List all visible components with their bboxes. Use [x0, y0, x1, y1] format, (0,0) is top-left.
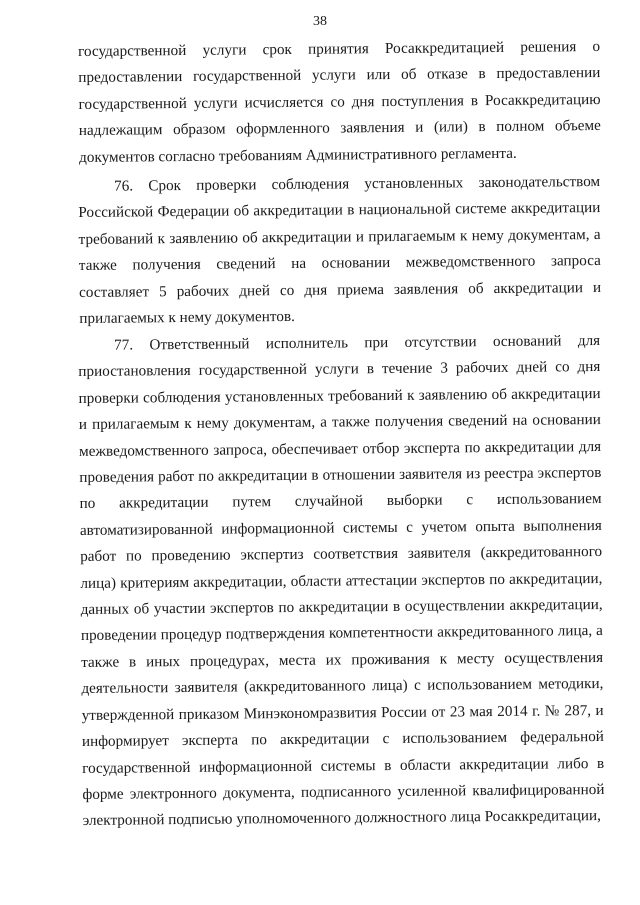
- paragraph-76: 76. Срок проверки соблюдения установленных законодательством Российской Федерации об аккредитации в национальной системе аккредитации требований к заявлению об аккредитации и прилагаемым к нему документам, а также получения сведений на основании межведомственного запроса составляет 5 рабочих дней со дня приема заявления об аккредитации и прилагаемых к нему документов.: [78, 172, 602, 328]
- paragraph-continuation-block: [78, 34, 601, 171]
- paragraph-77-block: [78, 328, 605, 835]
- paragraph-continuation: государственной услуги срок принятия Росаккредитацией решения о предоставлении государственной услуги или об отказе в предоставлении государственной услуги исчисляется со дня поступления в Росаккредитацию надлежащим образом оформленного заявления и (или) в полном объеме документов согласно требованиям Административного регламента.: [78, 37, 601, 166]
- paragraph-76-block: [78, 169, 601, 332]
- paragraph-77: 77. Ответственный исполнитель при отсутствии оснований для приостановления государственной услуги в течение 3 рабочих дней со дня проверки соблюдения установленных требований к заявлению об аккредитации и прилагаемым к нему документам, а также получения сведений на основании межведомственного запроса, обеспечивает отбор эксперта по аккредитации для проведения работ по аккредитации в отношении заявителя из реестра экспертов по аккредитации путем случайной выборки с использованием автоматизированной информационной системы с учетом опыта выполнения работ по проведению экспертиз соответствия заявителя (аккредитованного лица) критериям аккредитации, области аттестации экспертов по аккредитации, данных об участии экспертов по аккредитации в осуществлении аккредитации, проведении процедур подтверждения компетентности аккредитованного лица, а также в иных процедурах, места их проживания к месту осуществления деятельности заявителя (аккредитованного лица) с использованием методики, утвержденной приказом Минэкономразвития России от 23 мая 2014 г. № 287, и информирует эксперта по аккредитации с использованием федеральной государственной информационной системы в области аккредитации либо в форме электронного документа, подписанного усиленной квалифицированной электронной подписью уполномоченного должностного лица Росаккредитации,: [78, 331, 605, 830]
- page-number: 38: [313, 14, 327, 29]
